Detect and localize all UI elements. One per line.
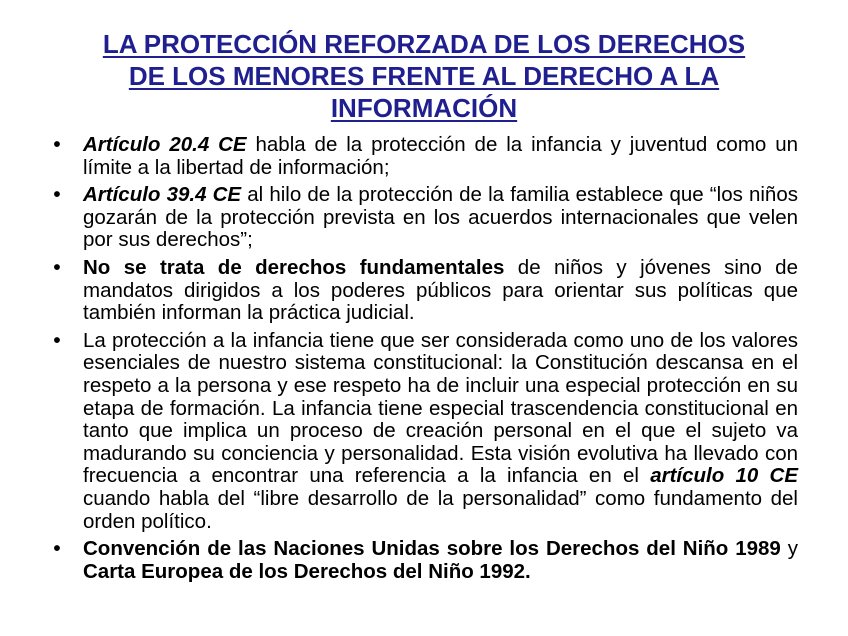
- article-reference: Artículo 20.4 CE: [83, 133, 247, 156]
- bullet-item-proteccion-infancia: [50, 330, 798, 533]
- article-reference: artículo 10 CE: [650, 464, 798, 488]
- bullet-item-convencion: [50, 538, 798, 583]
- bullet-dot-icon: •: [53, 255, 61, 279]
- bold-statement: No se trata de derechos fundamentales: [83, 255, 505, 279]
- slide-title: [60, 28, 788, 124]
- convention-name: Convención de las Naciones Unidas sobre los Derechos del Niño 1989: [83, 537, 781, 561]
- bullet-text: habla de la protección de la infancia y juventud como un límite a la libertad de información;: [83, 133, 798, 179]
- bullet-dot-icon: •: [53, 328, 61, 352]
- bullet-item-articulo-20-4: [50, 134, 798, 179]
- connector-text: y: [780, 537, 798, 561]
- charter-name: Carta Europea de los Derechos del Niño 1992.: [83, 559, 531, 583]
- bullet-dot-icon: •: [53, 133, 61, 156]
- bullet-text: La protección a la infancia tiene que ser considerada como uno de los valores esenciales de nuestro sistema constitucional: la Constitución descansa en el respeto a la persona y ese respeto ha de incluir una especial protección en su etapa de formación. La infancia tiene especial trascendencia constitucional en tanto que implica un proceso de creación personal en el que el sujeto va madurando su conciencia y personalidad. Esta visión evolutiva ha llevado con frecuencia a encontrar una referencia a la infancia en el: [83, 328, 798, 488]
- bullet-list: [50, 134, 798, 588]
- article-reference: Artículo 39.4 CE: [83, 183, 242, 207]
- title-line-3: INFORMACIÓN: [330, 93, 518, 123]
- bullet-text: al hilo de la protección de la familia establece que “los niños gozarán de la protección prevista en los acuerdos internacionales que velen por sus derechos”;: [83, 183, 798, 252]
- title-line-1: LA PROTECCIÓN REFORZADA DE LOS DERECHOS: [102, 29, 746, 59]
- bullet-item-derechos-fundamentales: [50, 257, 798, 325]
- bullet-text: cuando habla del “libre desarrollo de la personalidad” como fundamento del orden político.: [83, 486, 798, 533]
- title-line-2: DE LOS MENORES FRENTE AL DERECHO A LA: [128, 61, 720, 91]
- bullet-dot-icon: •: [53, 183, 61, 207]
- bullet-item-articulo-39-4: [50, 184, 798, 252]
- bullet-text: de niños y jóvenes sino de mandatos dirigidos a los poderes públicos para orientar sus políticas que también informan la práctica judicial.: [83, 255, 798, 325]
- bullet-dot-icon: •: [53, 537, 61, 561]
